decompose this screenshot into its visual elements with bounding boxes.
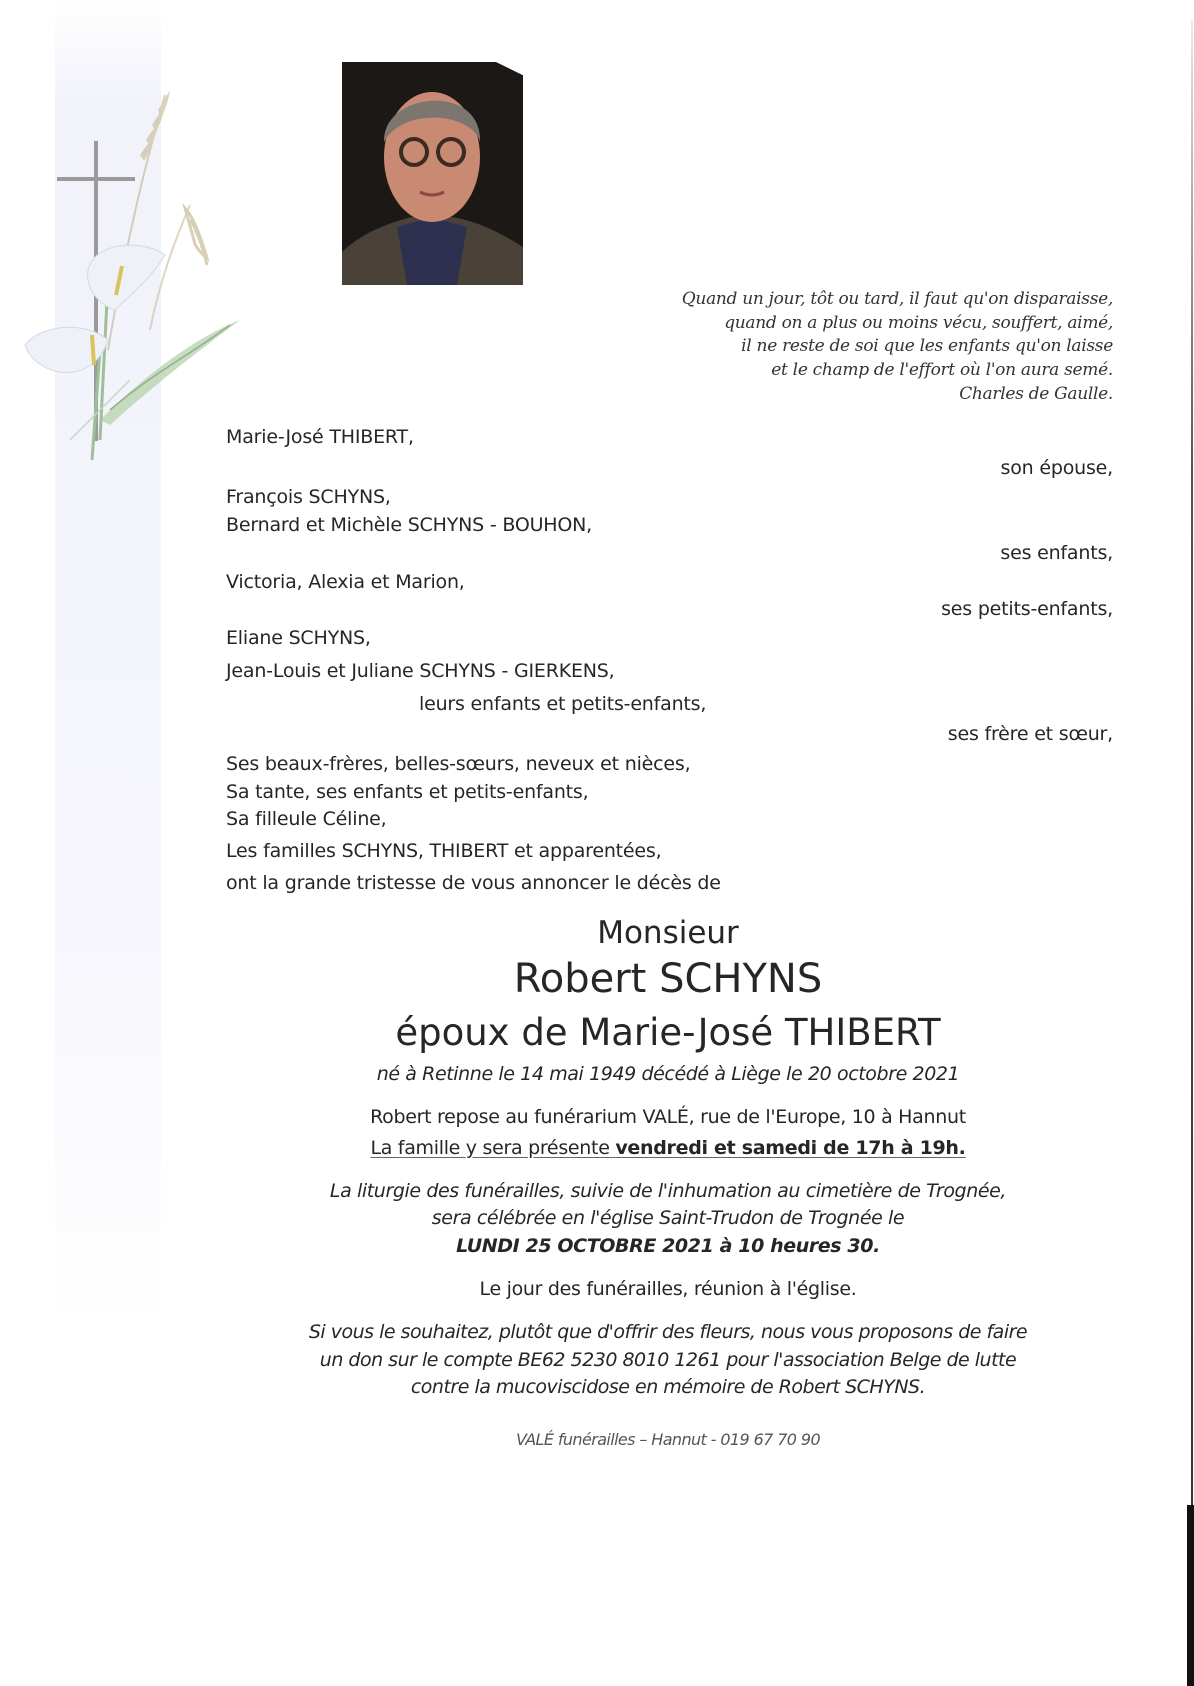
sibling-name: Eliane SCHYNS, <box>226 627 371 649</box>
spouse-label: son épouse, <box>1000 457 1113 479</box>
rest-place: Robert repose au funérarium VALÉ, rue de l'Europe, 10 à Hannut <box>370 1106 966 1128</box>
sibling-name: Jean-Louis et Juliane SCHYNS - GIERKENS, <box>226 660 615 682</box>
scan-edge-bar <box>1187 1505 1194 1686</box>
donation-line: un don sur le compte BE62 5230 8010 1261 pour l'association Belge de lutte <box>319 1349 1017 1371</box>
siblings-descendants: leurs enfants et petits-enfants, <box>419 693 707 715</box>
deceased-dates: né à Retinne le 14 mai 1949 décédé à Liège le 20 octobre 2021 <box>376 1063 960 1085</box>
grandchildren-names: Victoria, Alexia et Marion, <box>226 571 465 593</box>
siblings-label: ses frère et sœur, <box>947 723 1113 745</box>
visitation-hours <box>200 1137 1136 1159</box>
ceremony-line: sera célébrée en l'église Saint-Trudon de Trognée le <box>431 1207 905 1229</box>
relatives-line: Les familles SCHYNS, THIBERT et apparentées, <box>226 840 662 862</box>
deceased-portrait-photo <box>342 62 523 285</box>
ceremony-datetime: LUNDI 25 OCTOBRE 2021 à 10 heures 30. <box>456 1235 880 1257</box>
ceremony-meeting: Le jour des funérailles, réunion à l'église. <box>479 1278 857 1300</box>
relatives-line: Ses beaux-frères, belles-sœurs, neveux et nièces, <box>226 753 691 775</box>
epitaph-quote <box>682 288 1113 407</box>
quote-author: Charles de Gaulle. <box>959 383 1113 404</box>
visitation-prefix: La famille y sera présente <box>370 1137 616 1159</box>
wheat-icon <box>108 90 207 350</box>
ceremony-line: La liturgie des funérailles, suivie de l'inhumation au cimetière de Trognée, <box>329 1180 1007 1202</box>
grandchildren-label: ses petits-enfants, <box>941 598 1113 620</box>
spouse-name: Marie-José THIBERT, <box>226 426 414 448</box>
quote-line: Quand un jour, tôt ou tard, il faut qu'on disparaisse, <box>681 289 1113 309</box>
funeral-home-footer: VALÉ funérailles – Hannut - 019 67 70 90 <box>515 1430 821 1449</box>
donation-line: contre la mucoviscidose en mémoire de Robert SCHYNS. <box>410 1376 926 1398</box>
relatives-line: Sa filleule Céline, <box>226 808 387 830</box>
quote-line: il ne reste de soi que les enfants qu'on laisse <box>741 336 1113 357</box>
child-name: François SCHYNS, <box>226 486 391 508</box>
deceased-title: Monsieur <box>597 915 739 951</box>
deceased-name: Robert SCHYNS <box>513 956 823 1002</box>
visitation-days: vendredi et samedi de 17h à 19h. <box>615 1137 966 1159</box>
quote-line: et le champ de l'effort où l'on aura semé. <box>771 360 1113 381</box>
deceased-spouse-of: époux de Marie-José THIBERT <box>395 1011 941 1054</box>
children-label: ses enfants, <box>1000 542 1113 564</box>
scan-edge-line <box>1191 20 1193 1510</box>
donation-line: Si vous le souhaitez, plutôt que d'offrir des fleurs, nous vous proposons de faire <box>308 1321 1028 1343</box>
relatives-line: Sa tante, ses enfants et petits-enfants, <box>226 781 589 803</box>
quote-line: quand on a plus ou moins vécu, souffert, aimé, <box>724 312 1113 333</box>
announcement-line: ont la grande tristesse de vous annoncer le décès de <box>226 872 721 894</box>
cross-lily-illustration <box>0 80 250 510</box>
child-name: Bernard et Michèle SCHYNS - BOUHON, <box>226 514 592 536</box>
